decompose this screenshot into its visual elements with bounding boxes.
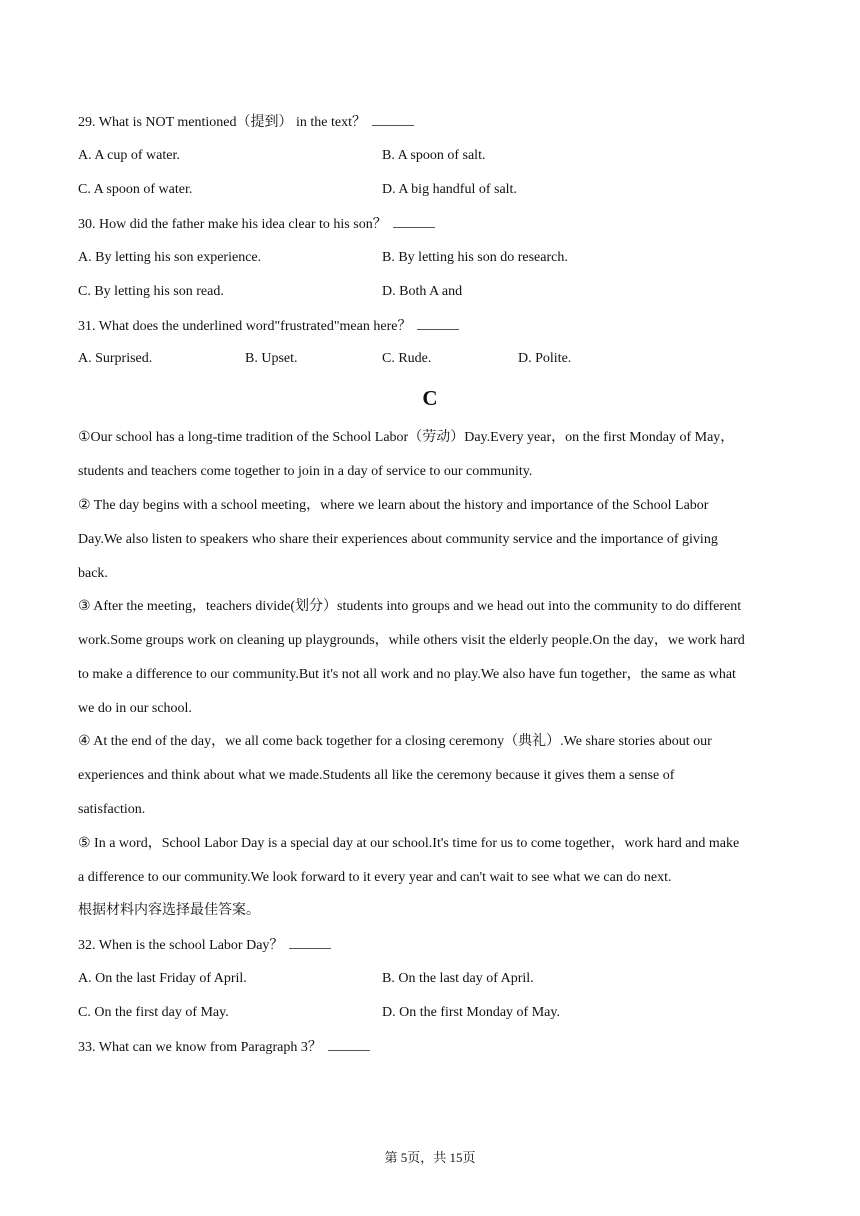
question-30	[78, 215, 435, 234]
option-b: B. On the last day of April.	[382, 971, 534, 986]
option-d: D. Both A and	[382, 284, 463, 299]
passage-line: Day.We also listen to speakers who share their experiences about community service and the importance of giving	[78, 532, 718, 547]
question-stem: 32. When is the school Labor Day？	[78, 938, 284, 953]
option-c: C. A spoon of water.	[78, 182, 193, 197]
option-b: B. A spoon of salt.	[382, 148, 486, 163]
passage-line: satisfaction.	[78, 802, 146, 817]
passage-line: ⑤ In a word，School Labor Day is a special day at our school.It's time for us to come together，work hard and make	[78, 836, 740, 851]
question-33	[78, 1038, 370, 1057]
option-c: C. On the first day of May.	[78, 1005, 229, 1020]
passage-line: to make a difference to our community.But it's not all work and no play.We also have fun together，the same as what	[78, 667, 736, 682]
option-d: D. On the first Monday of May.	[382, 1005, 560, 1020]
passage-line: back.	[78, 566, 108, 581]
option-a: A. By letting his son experience.	[78, 250, 262, 265]
question-31	[78, 317, 459, 336]
answer-blank	[328, 1038, 370, 1051]
option-a: A. On the last Friday of April.	[78, 971, 247, 986]
page-number-footer: 第 5页，共 15页	[384, 1150, 476, 1165]
passage-line: work.Some groups work on cleaning up playgrounds，while others visit the elderly people.On the day，we work hard	[78, 633, 745, 648]
question-29	[78, 113, 414, 132]
question-stem: 30. How did the father make his idea clear to his son？	[78, 217, 387, 232]
option-c: C. By letting his son read.	[78, 284, 224, 299]
passage-line: a difference to our community.We look forward to it every year and can't wait to see what we can do next.	[78, 870, 672, 885]
answer-blank	[393, 215, 435, 228]
option-d: D. A big handful of salt.	[382, 182, 517, 197]
question-stem: 29. What is NOT mentioned（提到） in the text？	[78, 115, 367, 130]
passage-line: experiences and think about what we made.Students all like the ceremony because it gives them a sense of	[78, 768, 675, 783]
option-c: C. Rude.	[382, 351, 432, 366]
option-a: A. A cup of water.	[78, 148, 180, 163]
passage-line: ①Our school has a long-time tradition of the School Labor（劳动）Day.Every year，on the first Monday of May，	[78, 430, 735, 445]
option-b: B. Upset.	[245, 351, 298, 366]
option-a: A. Surprised.	[78, 351, 153, 366]
question-stem: 31. What does the underlined word"frustrated"mean here？	[78, 319, 412, 334]
passage-line: ② The day begins with a school meeting，where we learn about the history and importance of the School Labor	[78, 498, 709, 513]
answer-blank	[417, 317, 459, 330]
option-d: D. Polite.	[518, 351, 572, 366]
passage-line: students and teachers come together to join in a day of service to our community.	[78, 464, 533, 479]
passage-line: we do in our school.	[78, 701, 192, 716]
question-stem: 33. What can we know from Paragraph 3？	[78, 1040, 322, 1055]
passage-line: ④ At the end of the day，we all come back together for a closing ceremony（典礼）.We share stories about our	[78, 734, 712, 749]
answer-blank	[289, 936, 331, 949]
section-heading: C	[422, 386, 438, 410]
option-b: B. By letting his son do research.	[382, 250, 568, 265]
passage-line: ③ After the meeting，teachers divide(划分）students into groups and we head out into the community to do different	[78, 599, 742, 614]
question-32	[78, 936, 331, 955]
answer-blank	[372, 113, 414, 126]
instruction-text: 根据材料内容选择最佳答案。	[78, 903, 260, 918]
